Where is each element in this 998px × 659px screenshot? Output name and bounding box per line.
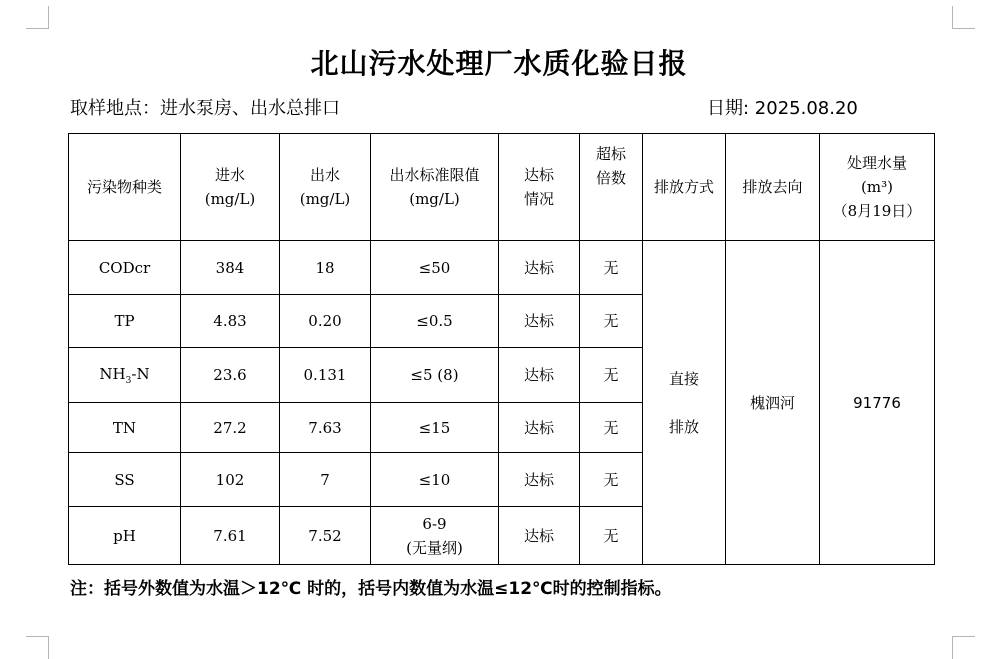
compliance-cell: 达标 <box>499 348 580 403</box>
footnote: 注：括号外数值为水温＞12℃ 时的，括号内数值为水温≤12℃时的控制指标。 <box>70 579 672 599</box>
outflow-cell: 0.20 <box>280 295 371 348</box>
table-row <box>69 241 935 295</box>
pollutant-cell: SS <box>69 453 181 507</box>
pollutant-cell: TN <box>69 403 181 453</box>
header-pollutant: 污染物种类 <box>69 134 181 241</box>
limit-cell: ≤15 <box>371 403 499 453</box>
limit-cell: 6-9 (无量纲) <box>371 507 499 565</box>
report-date: 日期: 2025.08.20 <box>707 98 858 119</box>
pollutant-cell: pH <box>69 507 181 565</box>
exceed-cell: 无 <box>580 348 643 403</box>
inflow-cell: 23.6 <box>181 348 280 403</box>
pollutant-cell: CODcr <box>69 241 181 295</box>
header-limit: 出水标准限值 (mg/L) <box>371 134 499 241</box>
outflow-cell: 7.52 <box>280 507 371 565</box>
header-compliance: 达标 情况 <box>499 134 580 241</box>
pollutant-cell: TP <box>69 295 181 348</box>
header-inflow: 进水 (mg/L) <box>181 134 280 241</box>
exceed-cell: 无 <box>580 403 643 453</box>
header-outflow: 出水 (mg/L) <box>280 134 371 241</box>
sampling-location: 取样地点：进水泵房、出水总排口 <box>70 98 340 119</box>
header-discharge-method: 排放方式 <box>643 134 726 241</box>
page-corner-mark <box>952 6 975 29</box>
outflow-cell: 0.131 <box>280 348 371 403</box>
inflow-cell: 4.83 <box>181 295 280 348</box>
pollutant-cell: $NH_3-N$ <box>69 348 181 403</box>
exceed-cell: 无 <box>580 453 643 507</box>
discharge-to-cell: 槐泗河 <box>726 241 820 565</box>
header-exceed: 超标 倍数 <box>580 134 643 241</box>
compliance-cell: 达标 <box>499 453 580 507</box>
compliance-cell: 达标 <box>499 241 580 295</box>
exceed-cell: 无 <box>580 241 643 295</box>
header-volume: 处理水量 (m³) （8月19日） <box>820 134 935 241</box>
exceed-cell: 无 <box>580 507 643 565</box>
treated-volume-cell: 91776 <box>820 241 935 565</box>
inflow-cell: 384 <box>181 241 280 295</box>
limit-cell: ≤50 <box>371 241 499 295</box>
outflow-cell: 7 <box>280 453 371 507</box>
limit-cell: ≤5 (8) <box>371 348 499 403</box>
page-corner-mark <box>26 636 49 659</box>
discharge-method-cell: 直接 排放 <box>643 241 726 565</box>
exceed-cell: 无 <box>580 295 643 348</box>
inflow-cell: 7.61 <box>181 507 280 565</box>
header-row <box>69 134 935 241</box>
limit-cell: ≤0.5 <box>371 295 499 348</box>
compliance-cell: 达标 <box>499 403 580 453</box>
water-quality-table <box>68 133 935 565</box>
header-discharge-to: 排放去向 <box>726 134 820 241</box>
limit-cell: ≤10 <box>371 453 499 507</box>
outflow-cell: 18 <box>280 241 371 295</box>
compliance-cell: 达标 <box>499 507 580 565</box>
outflow-cell: 7.63 <box>280 403 371 453</box>
inflow-cell: 102 <box>181 453 280 507</box>
report-title: 北山污水处理厂水质化验日报 <box>310 47 688 80</box>
page-corner-mark <box>26 6 49 29</box>
inflow-cell: 27.2 <box>181 403 280 453</box>
compliance-cell: 达标 <box>499 295 580 348</box>
page-corner-mark <box>952 636 975 659</box>
